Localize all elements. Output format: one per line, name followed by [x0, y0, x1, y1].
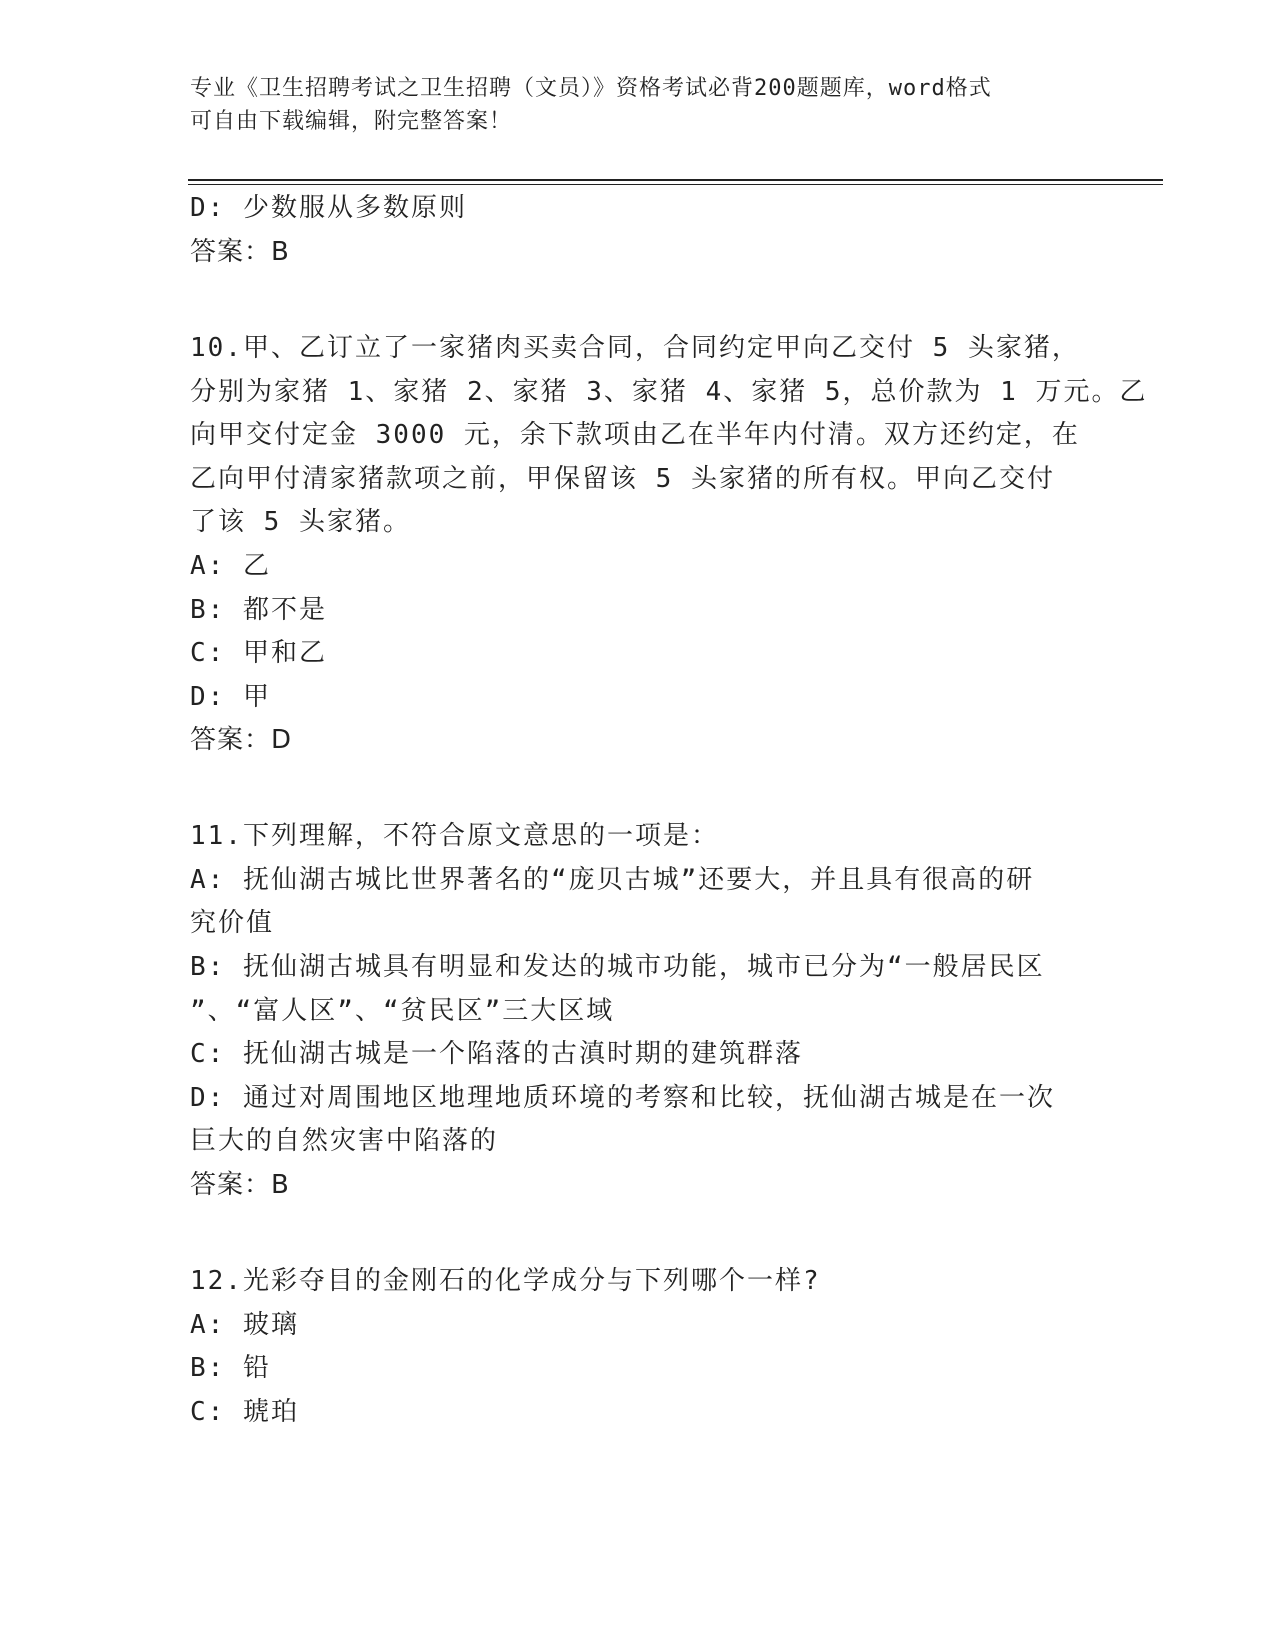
q11-answer: 答案：B — [190, 1170, 290, 1200]
q11-option-d-line-1: D: 通过对周围地区地理地质环境的考察和比较，抚仙湖古城是在一次 — [190, 1083, 1055, 1113]
q10-option-a: A: 乙 — [190, 551, 271, 581]
document-header — [190, 72, 1090, 138]
q11-stem: 11.下列理解，不符合原文意思的一项是： — [190, 821, 719, 851]
q11-option-b-line-1: B: 抚仙湖古城具有明显和发达的城市功能，城市已分为“一般居民区 — [190, 952, 1045, 982]
q9-answer: 答案：B — [190, 237, 290, 267]
q12-option-c: C: 琥珀 — [190, 1397, 299, 1427]
header-divider-thick — [188, 179, 1163, 181]
q11-option-a-line-1: A: 抚仙湖古城比世界著名的“庞贝古城”还要大，并且具有很高的研 — [190, 865, 1035, 895]
header-line-1: 专业《卫生招聘考试之卫生招聘（文员）》资格考试必背200题题库，word格式 — [190, 76, 992, 101]
q11-option-b-line-2: ”、“富人区”、“贫民区”三大区域 — [190, 996, 615, 1026]
q12-stem: 12.光彩夺目的金刚石的化学成分与下列哪个一样? — [190, 1266, 821, 1296]
header-divider-thin — [188, 184, 1163, 185]
q11-option-c: C: 抚仙湖古城是一个陷落的古滇时期的建筑群落 — [190, 1039, 803, 1069]
q10-option-b: B: 都不是 — [190, 595, 327, 625]
q10-answer: 答案：D — [190, 725, 293, 755]
q10-stem-line-3: 向甲交付定金 3000 元，余下款项由乙在半年内付清。双方还约定，在 — [190, 420, 1080, 450]
q12-option-b: B: 铅 — [190, 1353, 271, 1383]
q10-stem-line-5: 了该 5 头家猪。 — [190, 507, 411, 537]
q10-option-c: C: 甲和乙 — [190, 638, 327, 668]
q10-option-d: D: 甲 — [190, 682, 271, 712]
header-line-2: 可自由下载编辑，附完整答案！ — [190, 109, 513, 134]
q9-option-d: D: 少数服从多数原则 — [190, 193, 467, 223]
q12-option-a: A: 玻璃 — [190, 1310, 299, 1340]
q11-option-a-line-2: 究价值 — [190, 908, 275, 938]
q11-option-d-line-2: 巨大的自然灾害中陷落的 — [190, 1126, 499, 1156]
q10-stem-line-1: 10.甲、乙订立了一家猪肉买卖合同，合同约定甲向乙交付 5 头家猪， — [190, 333, 1080, 363]
q10-stem-line-4: 乙向甲付清家猪款项之前，甲保留该 5 头家猪的所有权。甲向乙交付 — [190, 464, 1055, 494]
q10-stem-line-2: 分别为家猪 1、家猪 2、家猪 3、家猪 4、家猪 5，总价款为 1 万元。乙 — [190, 377, 1148, 407]
